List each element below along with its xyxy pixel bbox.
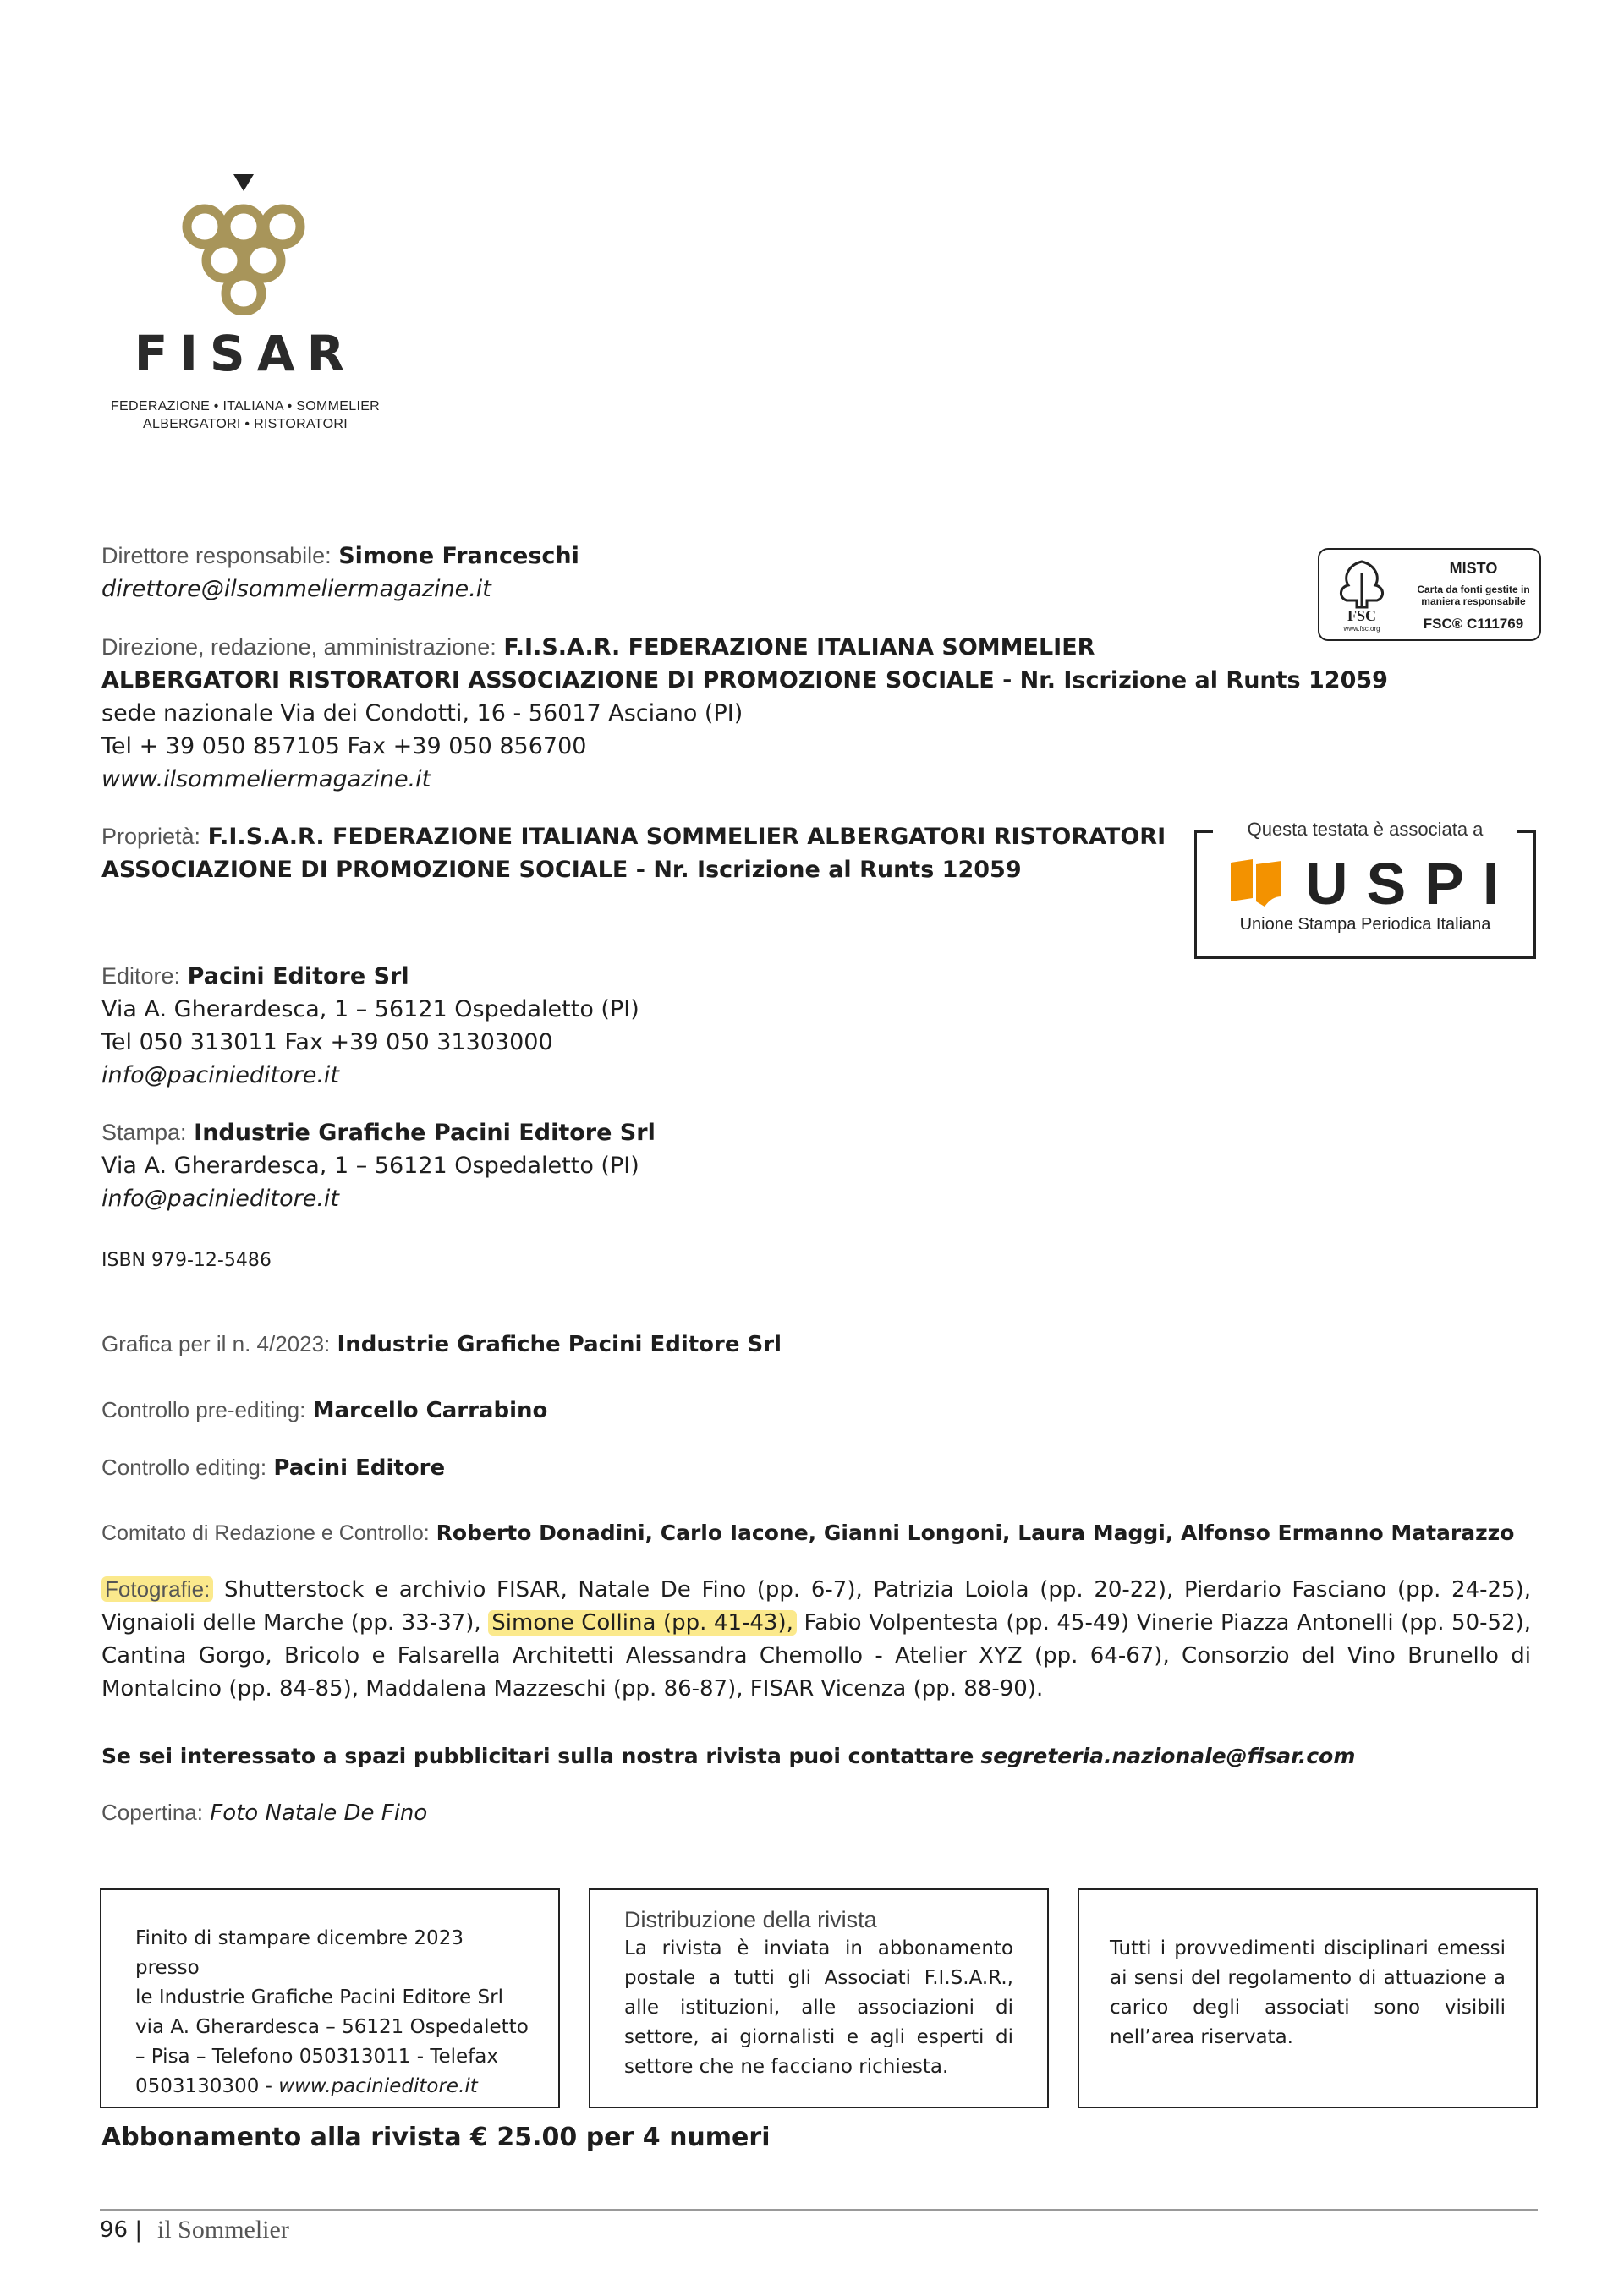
direzione-label: Direzione, redazione, amministrazione: bbox=[102, 634, 497, 660]
footer-page-number: 96 | bbox=[100, 2217, 143, 2243]
box-distribuzione-title: Distribuzione della rivista bbox=[624, 1907, 877, 1932]
direttore-label: Direttore responsabile: bbox=[102, 543, 332, 568]
copertina-label: Copertina: bbox=[102, 1800, 203, 1825]
footer-rule bbox=[100, 2209, 1538, 2211]
fsc-description-line2: maniera responsabile bbox=[1421, 595, 1526, 607]
pubblicita-text: Se sei interessato a spazi pubblicitari sulla nostra rivista puoi contattare bbox=[102, 1744, 974, 1768]
direzione-org-line2: ALBERGATORI RISTORATORI ASSOCIAZIONE DI PROMOZIONE SOCIALE - Nr. Iscrizione al Runts 12059 bbox=[102, 667, 1388, 693]
editore-label: Editore: bbox=[102, 963, 181, 989]
box-provvedimenti-body: Tutti i provvedimenti disciplinari emessi ai sensi del regolamento di attuazione a carico degli associati sono visibili nell’area riservata. bbox=[1110, 1937, 1506, 2048]
preediting-label: Controllo pre-editing: bbox=[102, 1397, 306, 1422]
direttore-section bbox=[102, 540, 579, 606]
editore-email[interactable]: info@pacinieditore.it bbox=[102, 1062, 340, 1088]
grafica-row bbox=[102, 1328, 782, 1362]
proprieta-section bbox=[102, 820, 1166, 886]
uspi-book-icon bbox=[1231, 859, 1285, 907]
grafica-label: Grafica per il n. 4/2023: bbox=[102, 1331, 331, 1356]
fotografie-paragraph bbox=[102, 1573, 1531, 1706]
uspi-border-right bbox=[1517, 830, 1536, 833]
logo-subtitle-line2: ALBERGATORI • RISTORATORI bbox=[143, 417, 348, 431]
editing-row bbox=[102, 1451, 445, 1485]
fotografie-part1: Shutterstock e archivio FISAR, Natale De Fino (pp. 6-7), Patrizia Loiola (pp. 20-22), Pierdario Fasciano (pp. 24-25), Vignaioli delle Marche (pp. 33-37), bbox=[102, 1577, 1531, 1636]
box-colophon-web[interactable]: www.pacinieditore.it bbox=[278, 2075, 478, 2097]
editore-phone: Tel 050 313011 Fax +39 050 31303000 bbox=[102, 1029, 553, 1055]
proprieta-org-line2: ASSOCIAZIONE DI PROMOZIONE SOCIALE - Nr. Iscrizione al Runts 12059 bbox=[102, 857, 1022, 883]
fsc-description bbox=[1407, 584, 1539, 607]
direzione-web[interactable]: www.ilsommeliermagazine.it bbox=[102, 766, 431, 792]
fisar-grape-logo-icon bbox=[179, 174, 308, 315]
comitato-value: Roberto Donadini, Carlo Iacone, Gianni Longoni, Laura Maggi, Alfonso Ermanno Matarazzo bbox=[436, 1521, 1515, 1545]
fsc-badge bbox=[1318, 548, 1541, 641]
isbn: ISBN 979-12-5486 bbox=[102, 1250, 272, 1271]
uspi-badge bbox=[1194, 819, 1536, 959]
uspi-wordmark: USPI bbox=[1305, 851, 1518, 917]
stampa-email[interactable]: info@pacinieditore.it bbox=[102, 1186, 340, 1212]
stampa-label: Stampa: bbox=[102, 1120, 187, 1145]
copertina-row bbox=[102, 1796, 427, 1830]
uspi-caption: Questa testata è associata a bbox=[1215, 819, 1515, 841]
editing-label: Controllo editing: bbox=[102, 1455, 267, 1480]
uspi-border-left bbox=[1194, 830, 1213, 833]
box-colophon bbox=[100, 1888, 560, 2108]
fsc-tree-icon bbox=[1331, 556, 1392, 633]
fotografie-part2: Fabio Volpentesta (pp. 45-49) Vinerie Piazza Antonelli (pp. 50-52), Cantina Gorgo, Bricolo e Falsarella Architetti Alessandra Chemollo - Atelier XYZ (pp. 64-67), Consorzio del Vino Brunello di Montalcino (pp. 84-85), Maddalena Mazzeschi (pp. 86-87), FISAR Vicenza (pp. 88-90). bbox=[102, 1610, 1532, 1701]
direzione-phone: Tel + 39 050 857105 Fax +39 050 856700 bbox=[102, 733, 587, 759]
direttore-name: Simone Franceschi bbox=[338, 543, 579, 569]
fotografie-highlight: Simone Collina (pp. 41-43), bbox=[488, 1610, 797, 1636]
proprieta-label: Proprietà: bbox=[102, 824, 201, 849]
fsc-description-line1: Carta da fonti gestite in bbox=[1417, 584, 1530, 595]
comitato-label: Comitato di Redazione e Controllo: bbox=[102, 1521, 430, 1545]
proprieta-org-line1: F.I.S.A.R. FEDERAZIONE ITALIANA SOMMELIER ALBERGATORI RISTORATORI bbox=[207, 824, 1166, 850]
logo-subtitle bbox=[93, 397, 398, 433]
box-provvedimenti bbox=[1078, 1888, 1538, 2108]
copertina-value: Foto Natale De Fino bbox=[210, 1800, 428, 1826]
abbonamento: Abbonamento alla rivista € 25.00 per 4 numeri bbox=[102, 2123, 771, 2152]
box-colophon-line3: via A. Gherardesca – 56121 Ospedaletto bbox=[135, 2016, 529, 2038]
pubblicita-email[interactable]: segreteria.nazionale@fisar.com bbox=[980, 1744, 1356, 1768]
direzione-section bbox=[102, 631, 1388, 796]
box-colophon-line1: Finito di stampare dicembre 2023 presso bbox=[135, 1927, 464, 1979]
comitato-row bbox=[102, 1516, 1514, 1550]
box-distribuzione bbox=[589, 1888, 1049, 2108]
editore-address: Via A. Gherardesca, 1 – 56121 Ospedaletto (PI) bbox=[102, 996, 639, 1022]
stampa-name: Industrie Grafiche Pacini Editore Srl bbox=[194, 1120, 656, 1146]
direzione-address: sede nazionale Via dei Condotti, 16 - 56017 Asciano (PI) bbox=[102, 700, 743, 726]
direzione-org-line1: F.I.S.A.R. FEDERAZIONE ITALIANA SOMMELIER bbox=[503, 634, 1095, 660]
direttore-email[interactable]: direttore@ilsommeliermagazine.it bbox=[102, 576, 491, 602]
fsc-misto: MISTO bbox=[1449, 560, 1498, 577]
box-colophon-line2: le Industrie Grafiche Pacini Editore Srl bbox=[135, 1986, 503, 2008]
footer-magazine-name: il Sommelier bbox=[157, 2216, 289, 2244]
fsc-code: FSC® C111769 bbox=[1423, 616, 1524, 632]
fsc-site: www.fsc.org bbox=[1343, 625, 1380, 633]
editore-section bbox=[102, 960, 639, 1092]
logo-wordmark: FISAR bbox=[134, 325, 357, 382]
editing-value: Pacini Editore bbox=[273, 1455, 446, 1481]
stampa-section bbox=[102, 1116, 656, 1215]
stampa-address: Via A. Gherardesca, 1 – 56121 Ospedaletto (PI) bbox=[102, 1153, 639, 1179]
uspi-subtitle: Unione Stampa Periodica Italiana bbox=[1239, 915, 1491, 934]
preediting-row bbox=[102, 1394, 547, 1427]
grafica-value: Industrie Grafiche Pacini Editore Srl bbox=[337, 1332, 782, 1357]
logo-subtitle-line1: FEDERAZIONE • ITALIANA • SOMMELIER bbox=[110, 399, 381, 414]
preediting-value: Marcello Carrabino bbox=[312, 1398, 548, 1423]
box-colophon-line5: 0503130300 - bbox=[135, 2075, 272, 2097]
box-colophon-line4: – Pisa – Telefono 050313011 - Telefax bbox=[135, 2046, 498, 2068]
fsc-logo-text: FSC bbox=[1347, 607, 1377, 624]
fotografie-label: Fotografie: bbox=[102, 1576, 213, 1602]
pubblicita-row bbox=[102, 1740, 1355, 1773]
box-distribuzione-body: La rivista è inviata in abbonamento postale a tutti gli Associati F.I.S.A.R., alle istituzioni, alle associazioni di settore, ai giornalisti e agli esperti di settore che ne facciano richiesta. bbox=[624, 1937, 1013, 2078]
editore-name: Pacini Editore Srl bbox=[187, 963, 409, 989]
